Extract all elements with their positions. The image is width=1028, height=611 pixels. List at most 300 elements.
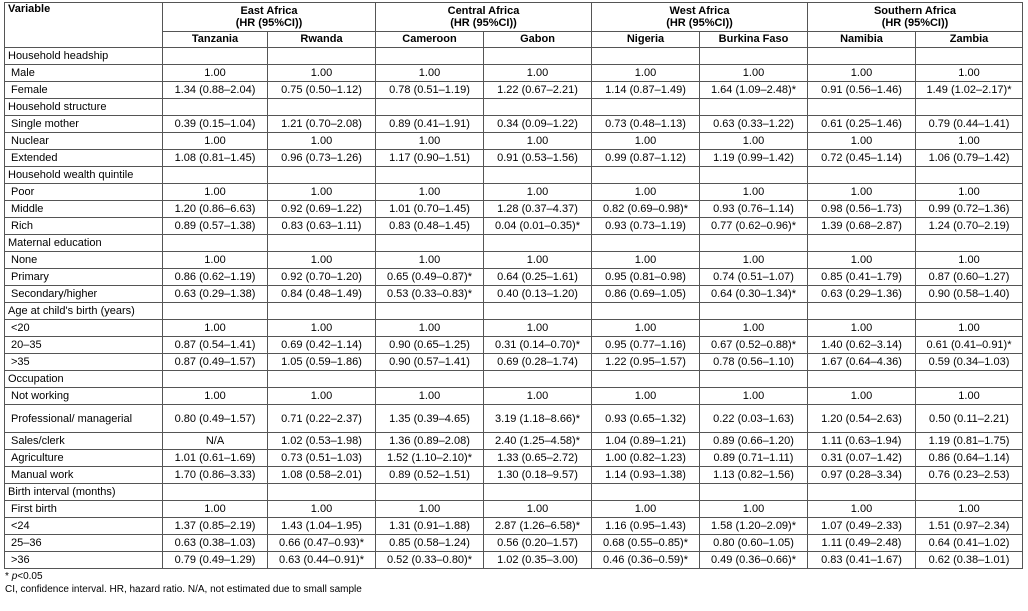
results-table-container [4,2,1023,596]
section-title: Age at child's birth (years) [5,303,163,320]
hr-value-cell: 0.62 (0.38–1.01) [916,552,1023,569]
hr-value-cell: 0.40 (0.13–1.20) [484,286,592,303]
hr-value-cell: 0.83 (0.41–1.67) [808,552,916,569]
row-label: <24 [5,518,163,535]
section-row [5,48,1023,65]
empty-cell [163,371,268,388]
hr-value-cell: 1.00 [592,133,700,150]
table-row [5,467,1023,484]
empty-cell [376,303,484,320]
empty-cell [163,99,268,116]
hr-value-cell: 1.21 (0.70–2.08) [268,116,376,133]
empty-cell [916,484,1023,501]
hr-value-cell: 0.96 (0.73–1.26) [268,150,376,167]
hr-value-cell: 0.83 (0.48–1.45) [376,218,484,235]
section-title: Household structure [5,99,163,116]
hr-value-cell: 0.73 (0.51–1.03) [268,450,376,467]
section-title: Household wealth quintile [5,167,163,184]
hr-value-cell: 1.00 [268,320,376,337]
hr-value-cell: 0.68 (0.55–0.85)* [592,535,700,552]
hr-value-cell: 0.61 (0.41–0.91)* [916,337,1023,354]
hr-value-cell: 1.00 [484,501,592,518]
row-label: Middle [5,201,163,218]
hr-value-cell: 1.00 [268,501,376,518]
empty-cell [808,303,916,320]
table-row [5,535,1023,552]
hr-value-cell: 0.86 (0.64–1.14) [916,450,1023,467]
row-label: None [5,252,163,269]
abbreviations-note: CI, confidence interval. HR, hazard ratio. N/A, not estimated due to small sample [5,584,362,595]
hr-value-cell: 1.28 (0.37–4.37) [484,201,592,218]
hr-value-cell: 1.00 [268,252,376,269]
empty-cell [592,48,700,65]
row-label: Sales/clerk [5,433,163,450]
empty-cell [268,371,376,388]
empty-cell [376,371,484,388]
hr-value-cell: 0.93 (0.73–1.19) [592,218,700,235]
hr-value-cell: 1.67 (0.64–4.36) [808,354,916,371]
row-label: Not working [5,388,163,405]
hr-value-cell: 0.73 (0.48–1.13) [592,116,700,133]
hr-value-cell: 1.01 (0.61–1.69) [163,450,268,467]
hr-value-cell: 1.11 (0.63–1.94) [808,433,916,450]
hr-value-cell: 0.83 (0.63–1.11) [268,218,376,235]
table-row [5,320,1023,337]
empty-cell [592,303,700,320]
empty-cell [163,167,268,184]
empty-cell [700,484,808,501]
hr-value-cell: 0.80 (0.60–1.05) [700,535,808,552]
table-row [5,337,1023,354]
hr-value-cell: 0.79 (0.49–1.29) [163,552,268,569]
empty-cell [700,371,808,388]
hr-value-cell: 1.00 [376,184,484,201]
empty-cell [484,48,592,65]
empty-cell [700,48,808,65]
empty-cell [808,484,916,501]
hr-value-cell: 1.00 [163,252,268,269]
hr-value-cell: 1.00 [592,184,700,201]
hr-value-cell: 1.00 [376,252,484,269]
hr-value-cell: 1.00 [484,320,592,337]
hr-value-cell: 1.00 [700,65,808,82]
hr-value-cell: 1.20 (0.86–6.63) [163,201,268,218]
row-label: Poor [5,184,163,201]
hr-value-cell: 1.00 [808,65,916,82]
hr-value-cell: 1.00 (0.82–1.23) [592,450,700,467]
empty-cell [592,167,700,184]
empty-cell [916,99,1023,116]
hr-value-cell: 0.90 (0.57–1.41) [376,354,484,371]
hr-value-cell: 1.34 (0.88–2.04) [163,82,268,99]
hr-value-cell: N/A [163,433,268,450]
country-header: Burkina Faso [700,32,808,48]
hr-value-cell: 1.49 (1.02–2.17)* [916,82,1023,99]
hr-value-cell: 1.00 [592,65,700,82]
hr-value-cell: 0.64 (0.41–1.02) [916,535,1023,552]
hr-value-cell: 1.39 (0.68–2.87) [808,218,916,235]
hr-value-cell: 0.90 (0.58–1.40) [916,286,1023,303]
empty-cell [268,167,376,184]
empty-cell [376,167,484,184]
hr-value-cell: 1.00 [376,65,484,82]
hr-value-cell: 1.00 [163,320,268,337]
hr-value-cell: 0.63 (0.38–1.03) [163,535,268,552]
hr-value-cell: 1.00 [700,133,808,150]
region-header: Southern Africa (HR (95%CI)) [808,3,1023,32]
empty-cell [268,484,376,501]
table-row [5,552,1023,569]
hr-value-cell: 0.74 (0.51–1.07) [700,269,808,286]
empty-cell [163,303,268,320]
hr-value-cell: 0.89 (0.41–1.91) [376,116,484,133]
country-header: Cameroon [376,32,484,48]
hr-value-cell: 0.91 (0.56–1.46) [808,82,916,99]
hr-value-cell: 1.00 [268,184,376,201]
hr-value-cell: 1.00 [268,65,376,82]
table-row [5,150,1023,167]
hr-value-cell: 1.00 [700,501,808,518]
hr-value-cell: 0.85 (0.41–1.79) [808,269,916,286]
hr-value-cell: 1.14 (0.87–1.49) [592,82,700,99]
hr-value-cell: 1.00 [592,320,700,337]
hr-value-cell: 0.63 (0.29–1.36) [808,286,916,303]
row-label: Manual work [5,467,163,484]
hr-value-cell: 0.71 (0.22–2.37) [268,405,376,433]
hr-value-cell: 1.00 [700,320,808,337]
hr-value-cell: 0.77 (0.62–0.96)* [700,218,808,235]
hr-value-cell: 1.00 [376,501,484,518]
hr-value-cell: 0.89 (0.71–1.11) [700,450,808,467]
hr-value-cell: 0.87 (0.49–1.57) [163,354,268,371]
row-label: >36 [5,552,163,569]
table-row [5,388,1023,405]
hr-value-cell: 1.00 [700,252,808,269]
hr-value-cell: 1.19 (0.99–1.42) [700,150,808,167]
hr-value-cell: 1.70 (0.86–3.33) [163,467,268,484]
table-row [5,450,1023,467]
section-title: Household headship [5,48,163,65]
hr-value-cell: 1.19 (0.81–1.75) [916,433,1023,450]
empty-cell [808,371,916,388]
hr-value-cell: 1.37 (0.85–2.19) [163,518,268,535]
hr-value-cell: 1.31 (0.91–1.88) [376,518,484,535]
empty-cell [268,48,376,65]
country-header: Rwanda [268,32,376,48]
empty-cell [376,99,484,116]
hr-value-cell: 0.99 (0.72–1.36) [916,201,1023,218]
hr-value-cell: 0.69 (0.42–1.14) [268,337,376,354]
empty-cell [376,48,484,65]
hr-value-cell: 0.67 (0.52–0.88)* [700,337,808,354]
hr-value-cell: 0.92 (0.69–1.22) [268,201,376,218]
hr-value-cell: 1.40 (0.62–3.14) [808,337,916,354]
hr-value-cell: 1.00 [916,133,1023,150]
hr-value-cell: 1.00 [808,320,916,337]
empty-cell [484,167,592,184]
empty-cell [268,303,376,320]
hr-value-cell: 1.00 [916,184,1023,201]
section-row [5,484,1023,501]
hr-value-cell: 1.33 (0.65–2.72) [484,450,592,467]
hr-value-cell: 1.17 (0.90–1.51) [376,150,484,167]
hr-value-cell: 1.20 (0.54–2.63) [808,405,916,433]
hr-value-cell: 0.53 (0.33–0.83)* [376,286,484,303]
section-row [5,235,1023,252]
hr-value-cell: 1.00 [484,388,592,405]
hr-value-cell: 1.13 (0.82–1.56) [700,467,808,484]
hr-value-cell: 1.24 (0.70–2.19) [916,218,1023,235]
hr-value-cell: 0.31 (0.07–1.42) [808,450,916,467]
hr-value-cell: 0.89 (0.66–1.20) [700,433,808,450]
row-label: Primary [5,269,163,286]
row-label: Agriculture [5,450,163,467]
empty-cell [268,235,376,252]
region-header: East Africa (HR (95%CI)) [163,3,376,32]
hr-value-cell: 2.87 (1.26–6.58)* [484,518,592,535]
empty-cell [916,303,1023,320]
hr-value-cell: 1.01 (0.70–1.45) [376,201,484,218]
empty-cell [163,484,268,501]
row-label: >35 [5,354,163,371]
empty-cell [376,235,484,252]
hr-value-cell: 0.85 (0.58–1.24) [376,535,484,552]
row-label: Nuclear [5,133,163,150]
hr-value-cell: 1.00 [484,252,592,269]
hr-value-cell: 0.31 (0.14–0.70)* [484,337,592,354]
hr-value-cell: 0.39 (0.15–1.04) [163,116,268,133]
empty-cell [916,48,1023,65]
hr-value-cell: 1.43 (1.04–1.95) [268,518,376,535]
empty-cell [700,235,808,252]
hr-value-cell: 3.19 (1.18–8.66)* [484,405,592,433]
section-row [5,167,1023,184]
hr-value-cell: 1.02 (0.35–3.00) [484,552,592,569]
hr-value-cell: 0.76 (0.23–2.53) [916,467,1023,484]
table-row [5,133,1023,150]
hr-value-cell: 0.93 (0.65–1.32) [592,405,700,433]
hr-value-cell: 1.00 [808,133,916,150]
empty-cell [700,99,808,116]
hr-value-cell: 1.14 (0.93–1.38) [592,467,700,484]
hr-value-cell: 1.05 (0.59–1.86) [268,354,376,371]
hr-value-cell: 1.00 [700,184,808,201]
hr-value-cell: 0.86 (0.69–1.05) [592,286,700,303]
table-row [5,286,1023,303]
hr-value-cell: 0.61 (0.25–1.46) [808,116,916,133]
hr-value-cell: 0.63 (0.29–1.38) [163,286,268,303]
hr-value-cell: 1.58 (1.20–2.09)* [700,518,808,535]
empty-cell [163,48,268,65]
table-row [5,433,1023,450]
table-row [5,218,1023,235]
hr-value-cell: 0.99 (0.87–1.12) [592,150,700,167]
hr-value-cell: 1.52 (1.10–2.10)* [376,450,484,467]
hr-value-cell: 0.78 (0.51–1.19) [376,82,484,99]
table-row [5,201,1023,218]
section-row [5,303,1023,320]
hr-value-cell: 1.16 (0.95–1.43) [592,518,700,535]
hr-value-cell: 1.00 [163,65,268,82]
significance-note: * p<0.05 [5,571,43,582]
empty-cell [916,235,1023,252]
hr-value-cell: 0.64 (0.30–1.34)* [700,286,808,303]
country-header: Zambia [916,32,1023,48]
hr-value-cell: 0.87 (0.60–1.27) [916,269,1023,286]
row-label: Extended [5,150,163,167]
hazard-ratio-table [4,2,1023,569]
table-row [5,184,1023,201]
hr-value-cell: 1.02 (0.53–1.98) [268,433,376,450]
empty-cell [484,484,592,501]
table-footnotes [4,570,1023,596]
hr-value-cell: 1.00 [268,133,376,150]
table-row [5,252,1023,269]
row-label: 25–36 [5,535,163,552]
hr-value-cell: 1.00 [808,184,916,201]
hr-value-cell: 1.08 (0.81–1.45) [163,150,268,167]
hr-value-cell: 0.78 (0.56–1.10) [700,354,808,371]
empty-cell [592,99,700,116]
table-row [5,354,1023,371]
hr-value-cell: 0.84 (0.48–1.49) [268,286,376,303]
hr-value-cell: 1.00 [163,388,268,405]
hr-value-cell: 1.30 (0.18–9.57) [484,467,592,484]
empty-cell [700,167,808,184]
empty-cell [700,303,808,320]
hr-value-cell: 0.49 (0.36–0.66)* [700,552,808,569]
region-header: Central Africa (HR (95%CI)) [376,3,592,32]
hr-value-cell: 1.00 [808,252,916,269]
section-title: Birth interval (months) [5,484,163,501]
hr-value-cell: 1.00 [484,65,592,82]
row-label: 20–35 [5,337,163,354]
country-header: Namibia [808,32,916,48]
hr-value-cell: 1.64 (1.09–2.48)* [700,82,808,99]
hr-value-cell: 1.00 [592,252,700,269]
table-row [5,501,1023,518]
hr-value-cell: 1.06 (0.79–1.42) [916,150,1023,167]
hr-value-cell: 1.00 [916,388,1023,405]
hr-value-cell: 0.95 (0.81–0.98) [592,269,700,286]
hr-value-cell: 0.64 (0.25–1.61) [484,269,592,286]
hr-value-cell: 0.98 (0.56–1.73) [808,201,916,218]
hr-value-cell: 1.35 (0.39–4.65) [376,405,484,433]
empty-cell [916,371,1023,388]
hr-value-cell: 1.00 [916,252,1023,269]
hr-value-cell: 0.34 (0.09–1.22) [484,116,592,133]
hr-value-cell: 1.00 [916,320,1023,337]
hr-value-cell: 0.46 (0.36–0.59)* [592,552,700,569]
empty-cell [484,371,592,388]
hr-value-cell: 0.63 (0.44–0.91)* [268,552,376,569]
hr-value-cell: 1.00 [484,133,592,150]
hr-value-cell: 0.82 (0.69–0.98)* [592,201,700,218]
section-row [5,99,1023,116]
hr-value-cell: 1.00 [700,388,808,405]
empty-cell [592,484,700,501]
hr-value-cell: 2.40 (1.25–4.58)* [484,433,592,450]
hr-value-cell: 0.72 (0.45–1.14) [808,150,916,167]
variable-header: Variable [5,3,163,48]
hr-value-cell: 0.89 (0.52–1.51) [376,467,484,484]
hr-value-cell: 1.00 [592,388,700,405]
hr-value-cell: 0.04 (0.01–0.35)* [484,218,592,235]
hr-value-cell: 1.00 [268,388,376,405]
hr-value-cell: 0.93 (0.76–1.14) [700,201,808,218]
hr-value-cell: 0.92 (0.70–1.20) [268,269,376,286]
hr-value-cell: 0.52 (0.33–0.80)* [376,552,484,569]
empty-cell [592,371,700,388]
row-label: Female [5,82,163,99]
hr-value-cell: 0.86 (0.62–1.19) [163,269,268,286]
hr-value-cell: 1.11 (0.49–2.48) [808,535,916,552]
hr-value-cell: 0.97 (0.28–3.34) [808,467,916,484]
hr-value-cell: 1.00 [163,184,268,201]
row-label: Rich [5,218,163,235]
table-row [5,65,1023,82]
hr-value-cell: 1.00 [808,501,916,518]
hr-value-cell: 1.22 (0.95–1.57) [592,354,700,371]
table-row [5,116,1023,133]
empty-cell [484,99,592,116]
hr-value-cell: 0.50 (0.11–2.21) [916,405,1023,433]
section-row [5,371,1023,388]
hr-value-cell: 0.89 (0.57–1.38) [163,218,268,235]
empty-cell [592,235,700,252]
hr-value-cell: 0.87 (0.54–1.41) [163,337,268,354]
section-title: Occupation [5,371,163,388]
hr-value-cell: 1.00 [484,184,592,201]
row-label: Professional/ managerial [5,405,163,433]
hr-value-cell: 1.00 [916,65,1023,82]
hr-value-cell: 1.00 [808,388,916,405]
table-row [5,405,1023,433]
empty-cell [268,99,376,116]
hr-value-cell: 0.65 (0.49–0.87)* [376,269,484,286]
empty-cell [808,99,916,116]
hr-value-cell: 1.00 [376,320,484,337]
table-row [5,82,1023,99]
country-header: Gabon [484,32,592,48]
empty-cell [808,48,916,65]
hr-value-cell: 0.75 (0.50–1.12) [268,82,376,99]
hr-value-cell: 1.51 (0.97–2.34) [916,518,1023,535]
empty-cell [484,235,592,252]
row-label: Single mother [5,116,163,133]
country-header: Tanzania [163,32,268,48]
empty-cell [484,303,592,320]
hr-value-cell: 1.00 [163,133,268,150]
empty-cell [808,235,916,252]
hr-value-cell: 0.91 (0.53–1.56) [484,150,592,167]
country-header: Nigeria [592,32,700,48]
hr-value-cell: 1.00 [376,133,484,150]
hr-value-cell: 0.69 (0.28–1.74) [484,354,592,371]
row-label: Secondary/higher [5,286,163,303]
hr-value-cell: 1.00 [916,501,1023,518]
hr-value-cell: 0.59 (0.34–1.03) [916,354,1023,371]
hr-value-cell: 1.07 (0.49–2.33) [808,518,916,535]
row-label: Male [5,65,163,82]
section-title: Maternal education [5,235,163,252]
table-body [5,48,1023,569]
hr-value-cell: 0.22 (0.03–1.63) [700,405,808,433]
empty-cell [808,167,916,184]
empty-cell [376,484,484,501]
hr-value-cell: 0.79 (0.44–1.41) [916,116,1023,133]
hr-value-cell: 0.80 (0.49–1.57) [163,405,268,433]
